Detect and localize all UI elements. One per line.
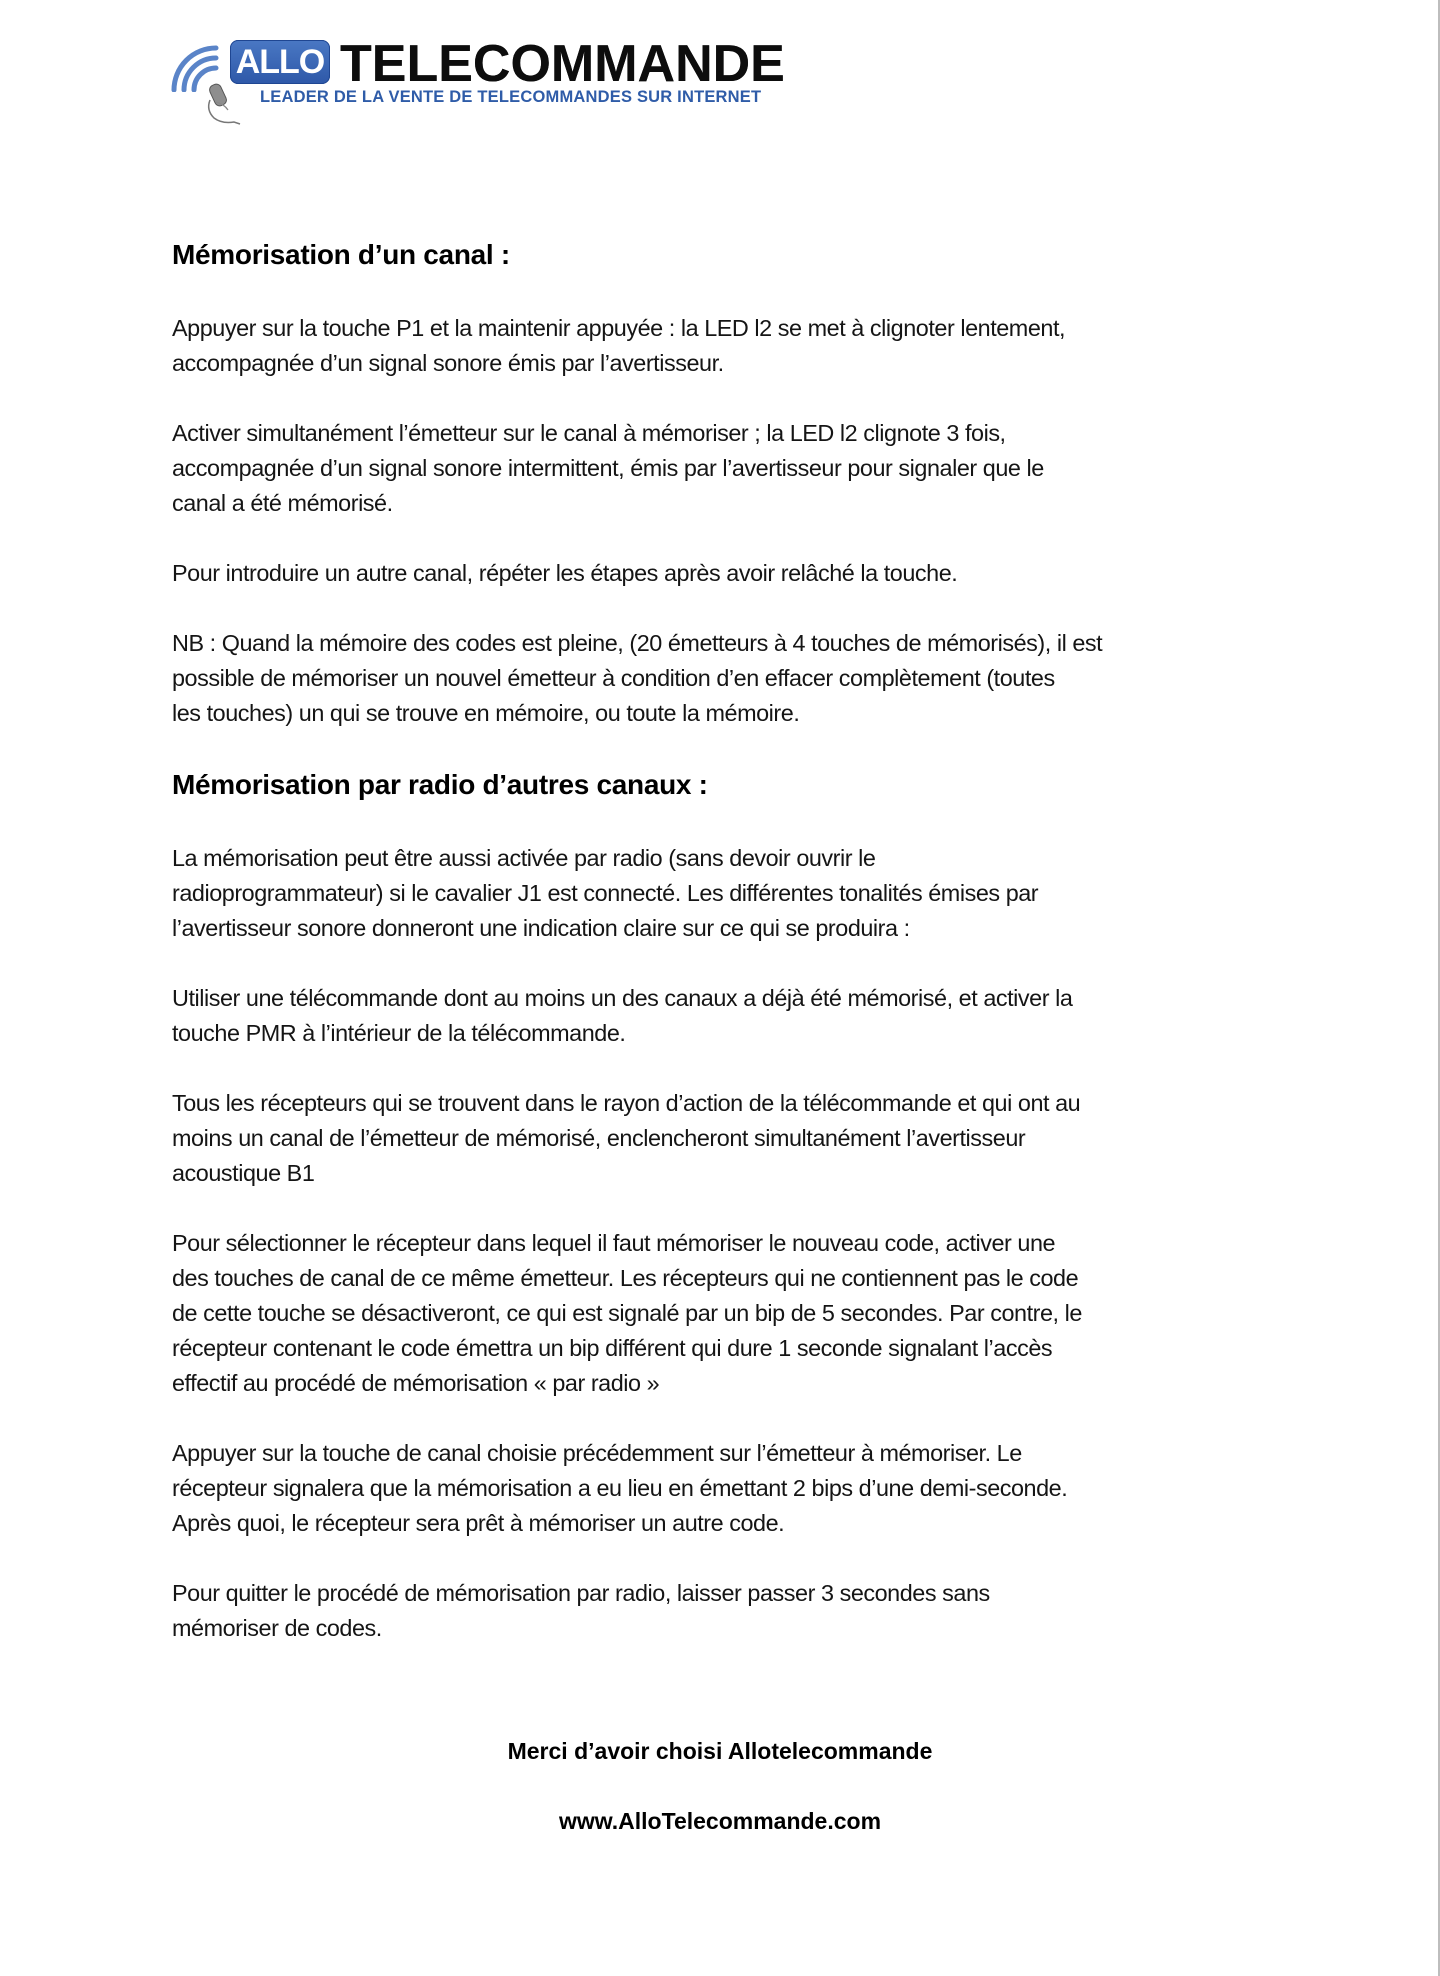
text-line: Activer simultanément l’émetteur sur le canal à mémoriser ; la LED l2 clignote 3 fois, [172, 420, 1006, 446]
text-line: moins un canal de l’émetteur de mémorisé, enclencheront simultanément l’avertisseur [172, 1125, 1026, 1151]
text-line: possible de mémoriser un nouvel émetteur à condition d’en effacer complètement (toutes [172, 665, 1055, 691]
text-line: accompagnée d’un signal sonore intermittent, émis par l’avertisseur pour signaler que le [172, 455, 1044, 481]
text-line: Appuyer sur la touche P1 et la maintenir appuyée : la LED l2 se met à clignoter lentement, [172, 315, 1066, 341]
footer-website-link[interactable]: www.AlloTelecommande.com [558, 1808, 882, 1834]
text-line: Tous les récepteurs qui se trouvent dans le rayon d’action de la télécommande et qui ont au [172, 1090, 1081, 1116]
text-line: acoustique B1 [172, 1160, 315, 1186]
brand-tagline: LEADER DE LA VENTE DE TELECOMMANDES SUR INTERNET [260, 88, 762, 106]
text-line: récepteur contenant le code émettra un bip différent qui dure 1 seconde signalant l’accès [172, 1335, 1053, 1361]
hand-remote-icon [204, 80, 244, 126]
text-line: les touches) un qui se trouve en mémoire, ou toute la mémoire. [172, 700, 800, 726]
section-heading-memorisation-canal: Mémorisation d’un canal : [172, 239, 510, 270]
text-line: récepteur signalera que la mémorisation a eu lieu en émettant 2 bips d’une demi-seconde. [172, 1475, 1068, 1501]
text-line: La mémorisation peut être aussi activée par radio (sans devoir ouvrir le [172, 845, 876, 871]
section-heading-memorisation-radio: Mémorisation par radio d’autres canaux : [172, 769, 708, 800]
text-line: mémoriser de codes. [172, 1615, 382, 1641]
allo-telecommande-logo [168, 35, 785, 126]
text-line: canal a été mémorisé. [172, 490, 393, 516]
text-line: de cette touche se désactiveront, ce qui est signalé par un bip de 5 secondes. Par contre, le [172, 1300, 1082, 1326]
text-line: effectif au procédé de mémorisation « par radio » [172, 1370, 660, 1396]
text-line: Utiliser une télécommande dont au moins un des canaux a déjà été mémorisé, et activer la [172, 985, 1073, 1011]
text-line: Pour quitter le procédé de mémorisation par radio, laisser passer 3 secondes sans [172, 1580, 990, 1606]
text-line: radioprogrammateur) si le cavalier J1 est connecté. Les différentes tonalités émises par [172, 880, 1039, 906]
brand-name: TELECOMMANDE [340, 35, 785, 93]
text-line: Après quoi, le récepteur sera prêt à mémoriser un autre code. [172, 1510, 785, 1536]
text-line: accompagnée d’un signal sonore émis par l’avertisseur. [172, 350, 724, 376]
text-line: touche PMR à l’intérieur de la télécommande. [172, 1020, 626, 1046]
text-line: des touches de canal de ce même émetteur. Les récepteurs qui ne contiennent pas le code [172, 1265, 1079, 1291]
text-line: Appuyer sur la touche de canal choisie précédemment sur l’émetteur à mémoriser. Le [172, 1440, 1022, 1466]
text-line: Pour sélectionner le récepteur dans lequel il faut mémoriser le nouveau code, activer une [172, 1230, 1056, 1256]
text-line: NB : Quand la mémoire des codes est pleine, (20 émetteurs à 4 touches de mémorisés), il est [172, 630, 1103, 656]
footer-thanks: Merci d’avoir choisi Allotelecommande [507, 1738, 933, 1764]
text-line: l’avertisseur sonore donneront une indication claire sur ce qui se produira : [172, 915, 910, 941]
allo-badge: ALLO [230, 40, 330, 84]
text-line: Pour introduire un autre canal, répéter les étapes après avoir relâché la touche. [172, 560, 958, 586]
